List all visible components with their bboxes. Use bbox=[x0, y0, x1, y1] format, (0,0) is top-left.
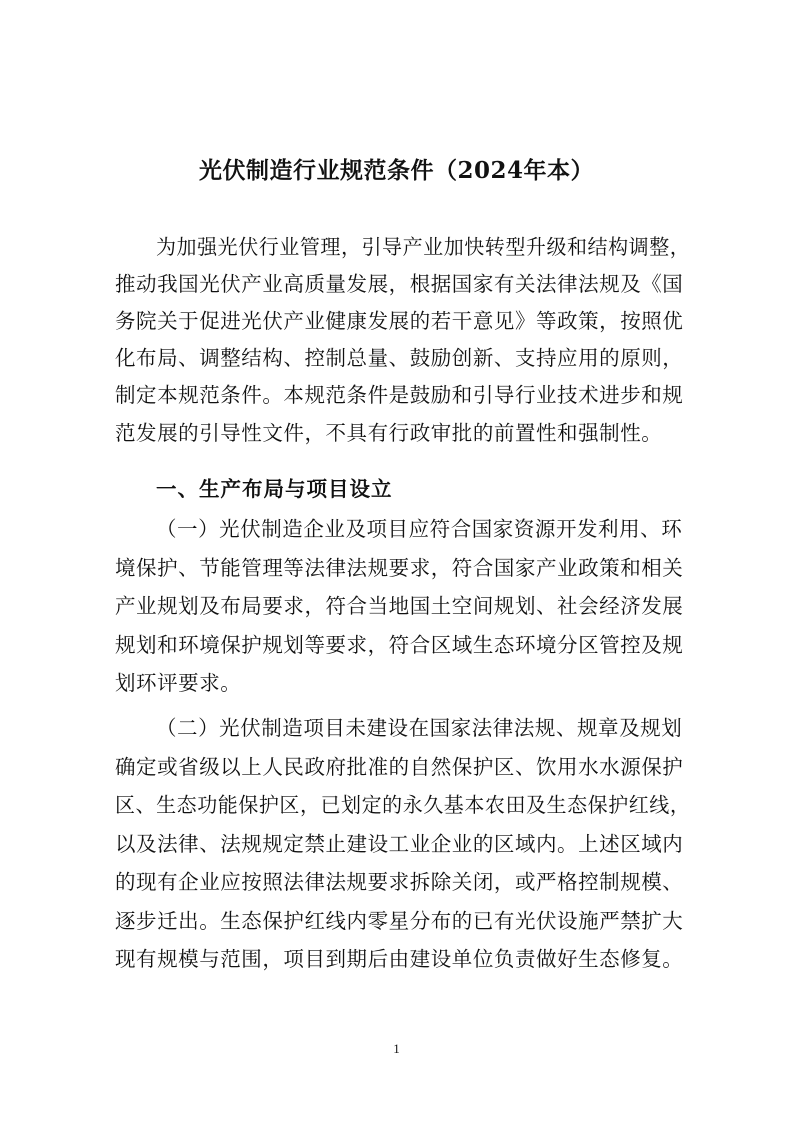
paragraph-intro-line-5: 制定本规范条件。本规范条件是鼓励和引导行业技术进步和规 bbox=[115, 383, 684, 407]
clause-1-line-3: 产业规划及布局要求，符合当地国土空间规划、社会经济发展 bbox=[115, 594, 684, 618]
paragraph-intro-line-2: 推动我国光伏产业高质量发展，根据国家有关法律法规及《国 bbox=[115, 272, 684, 296]
paragraph-intro-line-3: 务院关于促进光伏产业健康发展的若干意见》等政策，按照优 bbox=[115, 309, 684, 333]
page-number: 1 bbox=[393, 1041, 400, 1056]
clause-1-line-5: 划环评要求。 bbox=[115, 671, 242, 695]
section-heading-1: 一、生产布局与项目设立 bbox=[156, 477, 393, 501]
clause-2-line-7: 现有规模与范围，项目到期后由建设单位负责做好生态修复。 bbox=[115, 947, 684, 971]
clause-2-line-1: （二）光伏制造项目未建设在国家法律法规、规章及规划 bbox=[156, 716, 683, 740]
paragraph-intro-line-1: 为加强光伏行业管理，引导产业加快转型升级和结构调整， bbox=[156, 235, 691, 259]
document-title: 光伏制造行业规范条件（2024年本） bbox=[198, 157, 594, 184]
clause-2-line-6: 逐步迁出。生态保护红线内零星分布的已有光伏设施严禁扩大 bbox=[115, 909, 684, 933]
paragraph-intro-line-4: 化布局、调整结构、控制总量、鼓励创新、支持应用的原则， bbox=[115, 346, 684, 370]
clause-2-line-2: 确定或省级以上人民政府批准的自然保护区、饮用水水源保护 bbox=[115, 755, 684, 779]
clause-1-line-4: 规划和环境保护规划等要求，符合区域生态环境分区管控及规 bbox=[115, 633, 684, 657]
clause-2-line-3: 区、生态功能保护区，已划定的永久基本农田及生态保护红线， bbox=[115, 793, 691, 817]
clause-1-line-1: （一）光伏制造企业及项目应符合国家资源开发利用、环 bbox=[156, 517, 683, 541]
clause-1-line-2: 境保护、节能管理等法律法规要求，符合国家产业政策和相关 bbox=[115, 556, 684, 580]
clause-2-line-4: 以及法律、法规规定禁止建设工业企业的区域内。上述区域内 bbox=[115, 832, 684, 856]
clause-2-line-5: 的现有企业应按照法律法规要求拆除关闭，或严格控制规模、 bbox=[115, 870, 684, 894]
paragraph-intro-line-6: 范发展的引导性文件，不具有行政审批的前置性和强制性。 bbox=[115, 421, 663, 445]
